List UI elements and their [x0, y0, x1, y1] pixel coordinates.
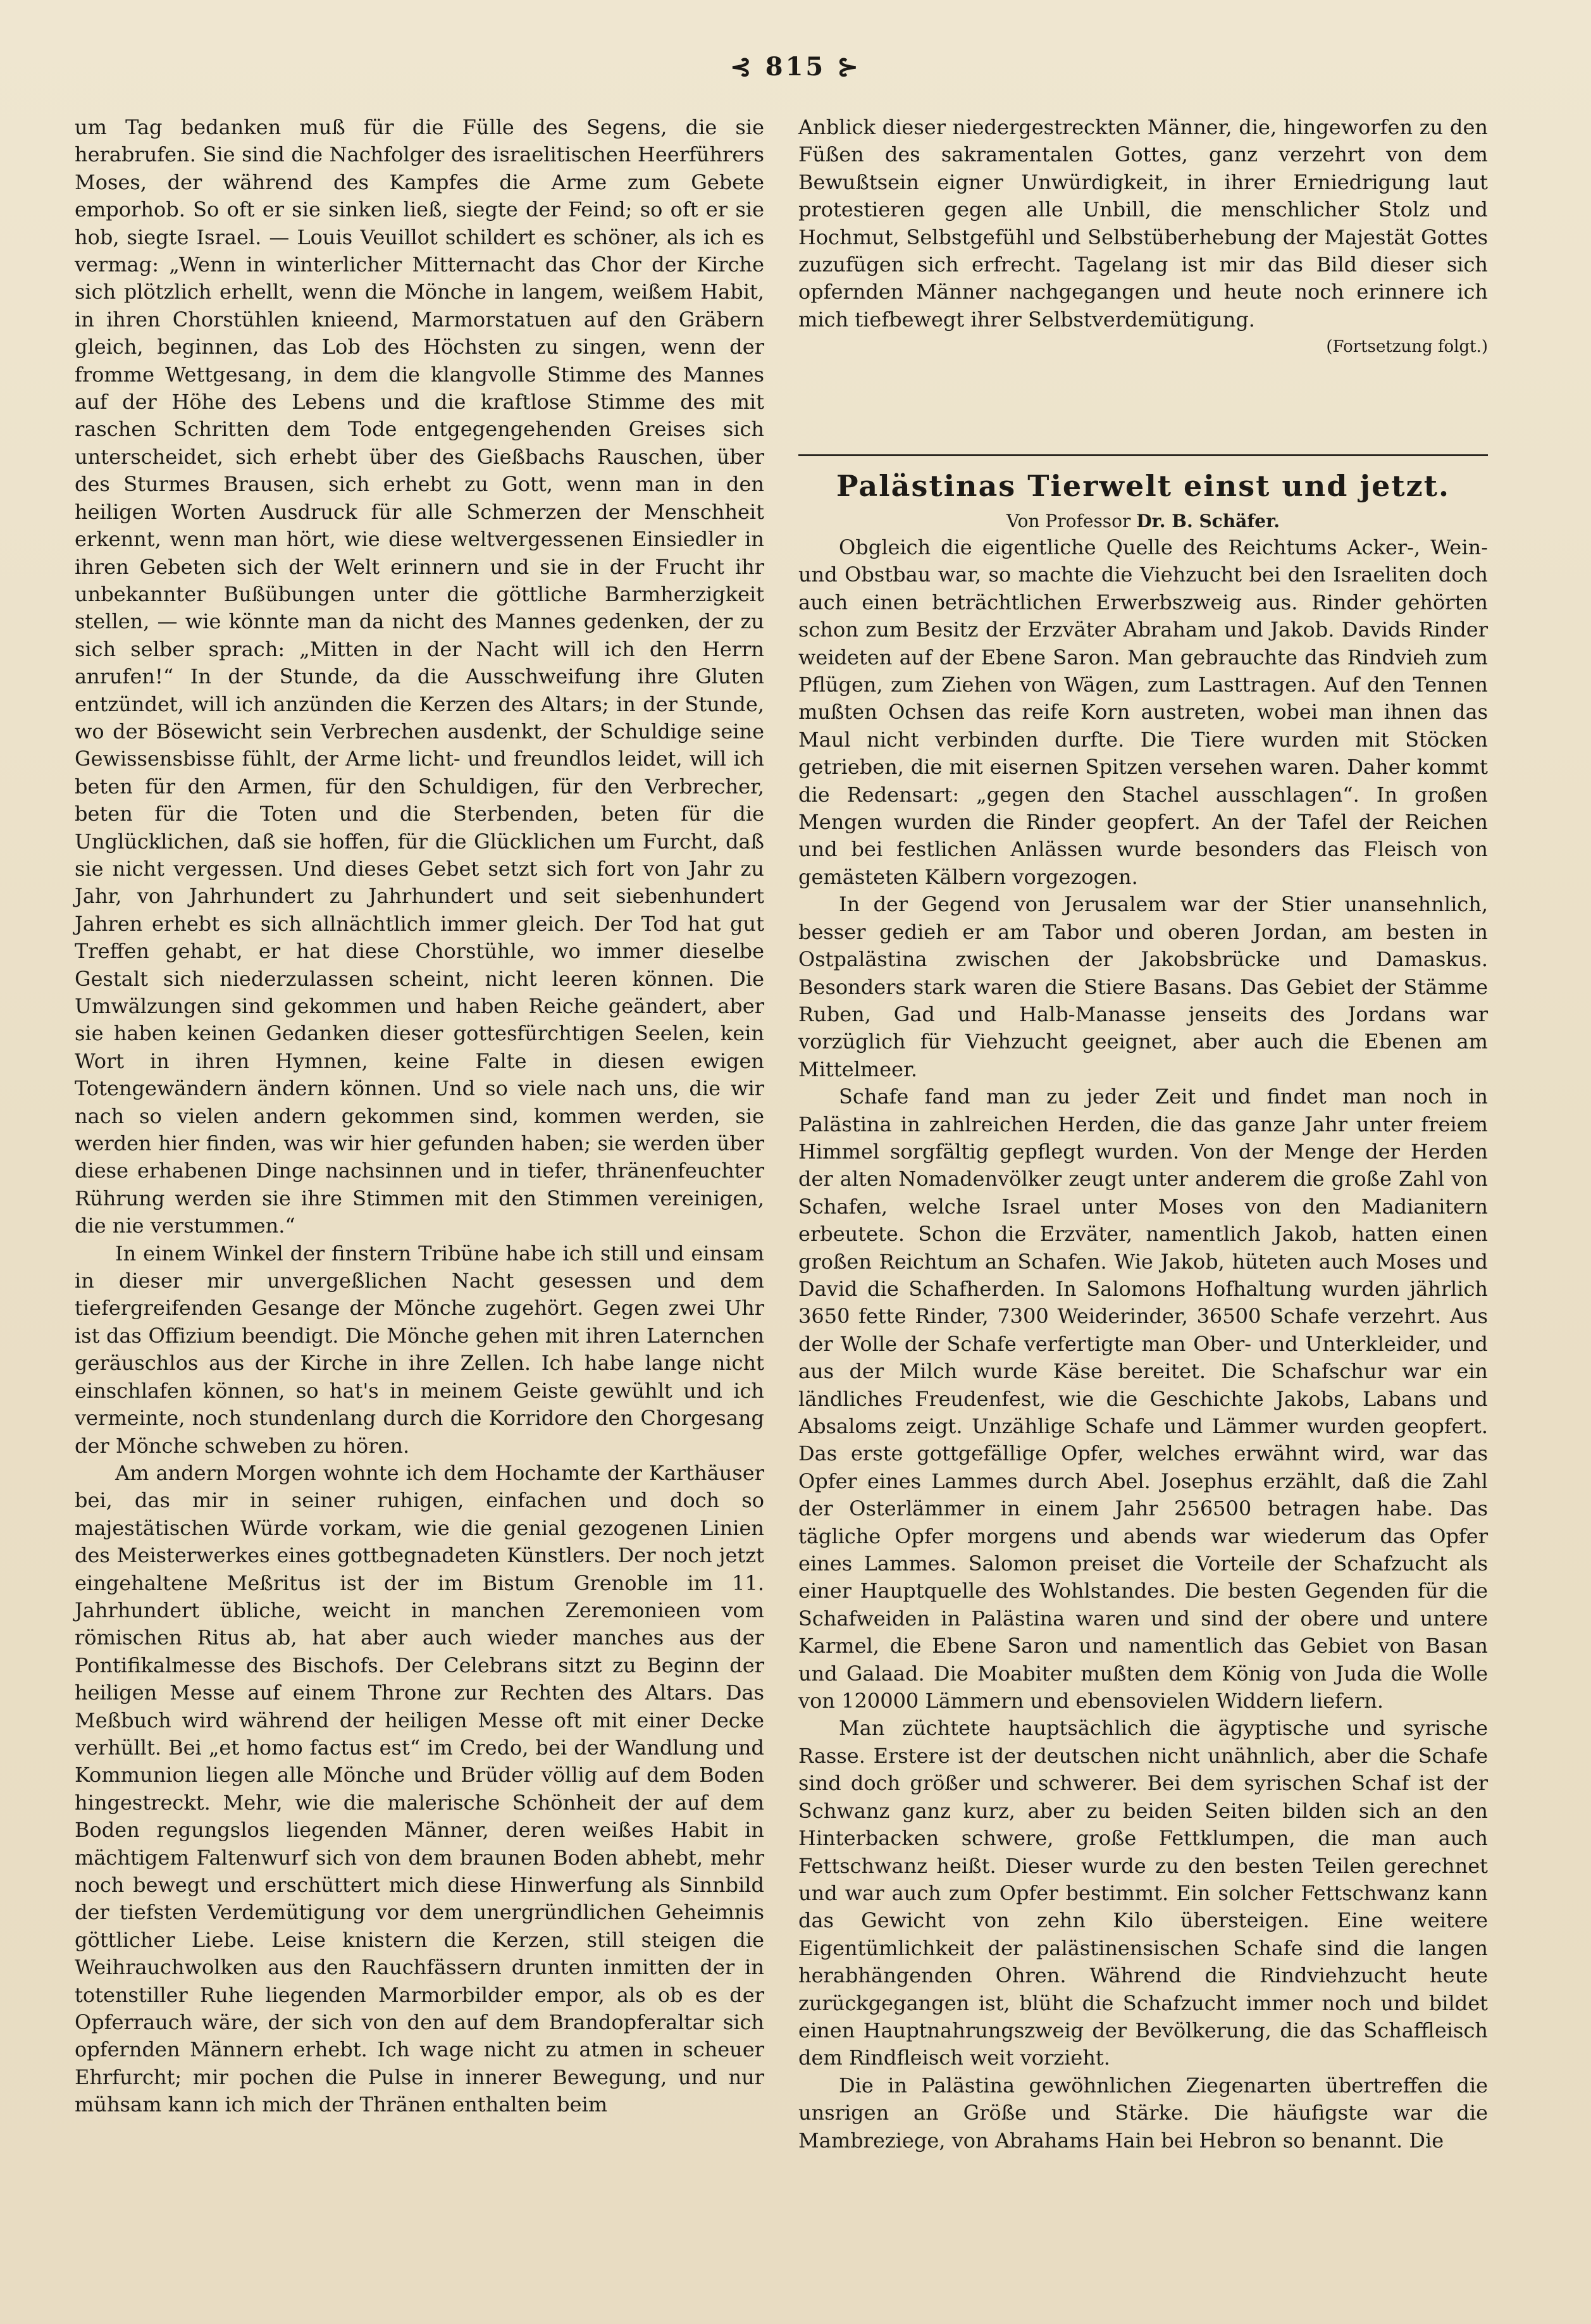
ornament-right: ⊱ — [837, 52, 861, 82]
article-paragraph-5: Die in Palästina gewöhnlichen Ziegenarten übertreffen die unsrigen an Größe und Stärke. Die häufigste war die Mambreziege, von Abrahams Hain bei Hebron so benannt. Die — [798, 2073, 1488, 2153]
right-column-top — [798, 114, 1488, 361]
left-paragraph-1: um Tag bedanken muß für die Fülle des Segens, die sie herabrufen. Sie sind die Nachfolger des israelitischen Heerführers Moses, der während des Kampfes die Arme zum Gebete emporhob. So oft er sie sinken ließ, siegte der Feind; so oft er sie hob, siegte Israel. — Louis Veuillot schildert es schöner, als ich es vermag: „Wenn in winterlicher Mitternacht das Chor der Kirche sich plötzlich erhellt, wenn die Mönche in langem, weißem Habit, in ihren Chorstühlen knieend, Marmorstatuen auf den Gräbern gleich, beginnen, das Lob des Höchsten zu singen, wenn der fromme Wettgesang, in dem die klangvolle Stimme des Mannes auf der Höhe des Lebens und die kraftlose Stimme des mit raschen Schritten dem Tode entgegengehenden Greises sich unterscheidet, sich erhebt über des Gießbachs Rauschen, über des Sturmes Brausen, sich erhebt zu Gott, wenn man in den heiligen Worten Ausdruck für alle Schmerzen der Menschheit erkennt, wenn man hört, wie diese weltvergessenen Einsiedler in ihren Gebeten sich der Welt erinnern und sie in der Frucht ihr unbekannter Bußübungen unter die göttliche Barmherzigkeit stellen, — wie könnte man da nicht des Mannes gedenken, der zu sich selber sprach: „Mitten in der Nacht will ich den Herrn anrufen!“ In der Stunde, da die Ausschweifung ihre Gluten entzündet, will ich anzünden die Kerzen des Altars; in der Stunde, wo der Bösewicht sein Verbrechen ausdenkt, der Schuldige seine Gewissensbisse fühlt, der Arme licht- und freundlos leidet, will ich beten für den Armen, für den Schuldigen, für den Verbrecher, beten für die Toten und die Sterbenden, beten für die Unglücklichen, daß sie hoffen, für die Glücklichen um Furcht, daß sie nicht vergessen. Und dieses Gebet setzt sich fort von Jahr zu Jahr, von Jahrhundert zu Jahrhundert und seit siebenhundert Jahren erhebt es sich allnächtlich immer gleich. Der Tod hat gut Treffen gehabt, er hat diese Chorstühle, wo immer dieselbe Gestalt sich niederzulassen scheint, nicht leeren können. Die Umwälzungen sind gekommen und haben Reiche geändert, aber sie haben keinen Gedanken dieser gottesfürchtigen Seelen, kein Wort in ihren Hymnen, keine Falte in diesen ewigen Totengewändern ändern können. Und so viele nach uns, die wir nach so vielen andern gekommen sind, kommen werden, sie werden hier finden, was wir hier gefunden haben; sie werden über diese erhabenen Dinge nachsinnen und in tiefer, thränenfeuchter Rührung werden sie ihre Stimmen mit den Stimmen vereinigen, die nie verstummen.“ — [75, 115, 764, 1238]
left-paragraph-3: Am andern Morgen wohnte ich dem Hochamte der Karthäuser bei, das mir in seiner ruhigen, einfachen und doch so majestätischen Würde vorkam, wie die genial gezogenen Linien des Meisterwerkes eines gottbegnadeten Künstlers. Der noch jetzt eingehaltene Meßritus ist der im Bistum Grenoble im 11. Jahrhundert übliche, weicht in manchen Zeremonieen vom römischen Ritus ab, hat aber auch wieder manches aus der Pontifikalmesse des Bischofs. Der Celebrans sitzt zu Beginn der heiligen Messe auf einem Throne zur Rechten des Altars. Das Meßbuch wird während der heiligen Messe oft mit einer Decke verhüllt. Bei „et homo factus est“ im Credo, bei der Wandlung und Kommunion liegen alle Mönche und Brüder völlig auf dem Boden hingestreckt. Mehr, wie die malerische Schönheit der auf dem Boden regungslos liegenden Männer, deren weißes Habit in mächtigem Faltenwurf sich von dem braunen Boden abhebt, mehr noch bewegt und erschüttert mich diese Hinwerfung als Sinnbild der tiefsten Verdemütigung vor dem unergründlichen Geheimnis göttlicher Liebe. Leise knistern die Kerzen, still steigen die Weihrauchwolken aus den Rauchfässern drunten inmitten der in totenstiller Ruhe liegenden Marmorbilder empor, als ob es der Opferrauch wäre, der sich von den auf dem Brandopferaltar sich opfernden Männern erhebt. Ich wage nicht zu atmen in scheuer Ehrfurcht; mir pochen die Pulse in innerer Bewegung, und nur mühsam kann ich mich der Thränen enthalten beim — [75, 1460, 764, 2117]
article-author: Dr. B. Schäfer. — [1136, 511, 1280, 531]
article-paragraph-1: Obgleich die eigentliche Quelle des Reichtums Acker-, Wein- und Obstbau war, so machte die Viehzucht bei den Israeliten doch auch einen beträchtlichen Erwerbszweig aus. Rinder gehörten schon zum Besitz der Erzväter Abraham und Jakob. Davids Rinder weideten auf der Ebene Saron. Man gebrauchte das Rindvieh zum Pflügen, zum Ziehen von Wägen, zum Lasttragen. Auf den Tennen mußten Ochsen das reife Korn austreten, wobei man ihnen das Maul nicht verbinden durfte. Die Tiere wurden mit Stöcken getrieben, die mit eisernen Spitzen versehen waren. Daher kommt die Redensart: „gegen den Stachel ausschlagen“. In großen Mengen wurden die Rinder geopfert. An der Tafel der Reichen und bei festlichen Anlässen wurde besonders das Fleisch von gemästeten Kälbern vorgezogen. — [798, 535, 1488, 889]
byline-prefix: Von Professor — [1006, 511, 1131, 531]
left-column — [75, 114, 764, 2119]
article-paragraph-4: Man züchtete hauptsächlich die ägyptische und syrische Rasse. Erstere ist der deutschen nicht unähnlich, aber die Schafe sind doch größer und schwerer. Bei dem syrischen Schaf ist der Schwanz ganz kurz, aber zu beiden Seiten bilden sich an den Hinterbacken schwere, große Fettklumpen, die man auch Fettschwanz heißt. Dieser wurde zu den besten Teilen gerechnet und war auch zum Opfer bestimmt. Ein solcher Fettschwanz kann das Gewicht von zehn Kilo übersteigen. Eine weitere Eigentümlichkeit der palästinensischen Schafe sind die langen herabhängenden Ohren. Während die Rindviehzucht heute zurückgegangen ist, blüht die Schafzucht immer noch und bildet einen Hauptnahrungszweig der Bevölkerung, die das Schaffleisch dem Rindfleisch weit vorzieht. — [798, 1716, 1488, 2070]
continuation-note: (Fortsetzung folgt.) — [1326, 337, 1488, 357]
page-number: 815 — [765, 52, 826, 82]
article-paragraph-2: In der Gegend von Jerusalem war der Stier unansehnlich, besser gedieh er am Tabor und oberen Jordan, am besten in Ostpalästina zwischen der Jakobsbrücke und Damaskus. Besonders stark waren die Stiere Basans. Das Gebiet der Stämme Ruben, Gad und Halb-Manasse jenseits des Jordans war vorzüglich für Viehzucht geeignet, aber auch die Ebenen am Mittelmeer. — [798, 892, 1488, 1081]
page-header — [0, 52, 1591, 82]
article-paragraph-3: Schafe fand man zu jeder Zeit und findet man noch in Palästina in zahlreichen Herden, die das ganze Jahr unter freiem Himmel sorgfältig gepflegt wurden. Von der Menge der Herden der alten Nomadenvölker zeugt unter anderem die große Zahl von Schafen, welche Israel unter Moses von den Madianitern erbeutete. Schon die Erzväter, namentlich Jakob, hatten einen großen Reichtum an Schafen. Wie Jakob, hüteten auch Moses und David die Schafherden. In Salomons Hofhaltung wurden jährlich 3650 fette Rinder, 7300 Weiderinder, 36500 Schafe verzehrt. Aus der Wolle der Schafe verfertigte man Ober- und Unterkleider, und aus der Milch wurde Käse bereitet. Die Schafschur war ein ländliches Freudenfest, wie die Geschichte Jakobs, Labans und Absaloms zeigt. Unzählige Schafe und Lämmer wurden geopfert. Das erste gottgefällige Opfer, welches erwähnt wird, war das Opfer eines Lammes durch Abel. Josephus erzählt, daß die Zahl der Osterlämmer in einem Jahr 256500 betragen habe. Das tägliche Opfer morgens und abends war wiederum das Opfer eines Lammes. Salomon preiset die Vorteile der Schafzucht als einer Hauptquelle des Wohlstandes. Die besten Gegenden für die Schafweiden in Palästina waren und sind der obere und untere Karmel, die Ebene Saron und namentlich das Gebiet von Basan und Galaad. Die Moabiter mußten dem König von Juda die Wolle von 120000 Lämmern und ebensovielen Widdern liefern. — [798, 1084, 1488, 1713]
ornament-left: ⊰ — [730, 52, 754, 82]
section-divider — [798, 454, 1488, 456]
article-byline — [798, 509, 1488, 534]
article-title: Palästinas Tierwelt einst und jetzt. — [836, 469, 1450, 503]
article-column — [798, 468, 1488, 2154]
left-paragraph-2: In einem Winkel der finstern Tribüne habe ich still und einsam in dieser mir unvergeßlichen Nacht gesessen und dem tiefergreifenden Gesange der Mönche zugehört. Gegen zwei Uhr ist das Offizium beendigt. Die Mönche gehen mit ihren Laternchen geräuschlos aus der Kirche in ihre Zellen. Ich habe lange nicht einschlafen können, so hat's in meinem Geiste gewühlt und ich vermeinte, noch stundenlang durch die Korridore den Chorgesang der Mönche schweben zu hören. — [75, 1241, 764, 1458]
right-top-paragraph-1: Anblick dieser niedergestreckten Männer, die, hingeworfen zu den Füßen des sakramentalen Gottes, ganz verzehrt von dem Bewußtsein eigner Unwürdigkeit, in ihrer Erniedrigung laut protestieren gegen alle Unbill, die menschlicher Stolz und Hochmut, Selbstgefühl und Selbstüberhebung der Majestät Gottes zuzufügen sich erfrecht. Tagelang ist mir das Bild dieser sich opfernden Männer nachgegangen und heute noch erinnere ich mich tiefbewegt ihrer Selbstverdemütigung. — [798, 115, 1488, 332]
